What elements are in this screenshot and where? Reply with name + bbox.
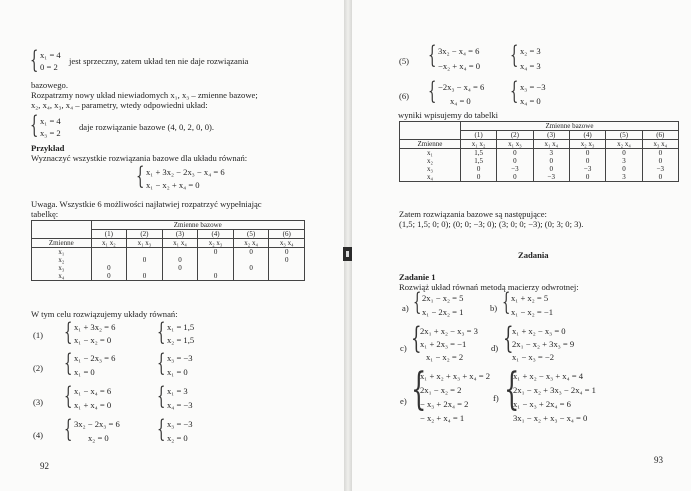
intro-text: jest sprzeczny, zatem układ ten nie daje rozwiązania: [69, 56, 249, 66]
example-heading: Przykład: [31, 143, 65, 153]
table-col-pair: x₁ x₂: [91, 239, 127, 248]
brace: {: [64, 415, 73, 443]
table-row: x₄ 0 0 0: [32, 272, 305, 281]
system-eq: x₂ = 0: [88, 433, 109, 443]
task-eq: 2x₁ − x₂ = 5: [422, 293, 464, 303]
system-sol: x₄ = −3: [167, 400, 193, 410]
task-label: e): [400, 396, 407, 406]
task-label: d): [491, 343, 499, 353]
brace: {: [428, 41, 437, 69]
table-col-pair: x₂ x₃: [569, 140, 605, 149]
system-label: (3): [33, 397, 44, 407]
table-col-pair: x₂ x₄: [606, 140, 642, 149]
table-col-pair: x₁ x₄: [162, 239, 198, 248]
table-col-number: (1): [91, 230, 127, 239]
system-sol: x₃ = −3: [520, 82, 546, 92]
task-eq: 2x₁ + x₂ − x₃ = 3: [420, 326, 478, 336]
brace: {: [64, 349, 73, 377]
note-line: tabelkę:: [31, 209, 59, 219]
system-sol: x₄ = 0: [520, 96, 541, 106]
solutions-text: (1,5; 1,5; 0; 0); (0; 0; −3; 0); (3; 0; 0; −3); (0; 3; 0; 3).: [399, 219, 584, 229]
task-eq: x₁ − x₂ = −1: [511, 307, 554, 317]
system-sol: x₃ = −3: [167, 353, 193, 363]
task-text: Rozwiąż układ równań metodą macierzy odwrotnej:: [399, 282, 579, 292]
system-eq: x₁ + x₄ = 0: [74, 400, 112, 410]
system-sol: x₄ = 3: [520, 61, 541, 71]
task-heading: Zadanie 1: [399, 272, 436, 282]
solve-line: W tym celu rozwiązujemy układy równań:: [31, 309, 178, 319]
table-col-number: (3): [533, 131, 569, 140]
system-sol: x₁ = 3: [167, 386, 188, 396]
brace: {: [504, 364, 520, 415]
table-col-number: (6): [642, 131, 678, 140]
brace: {: [136, 162, 145, 190]
left-page: [0, 0, 344, 491]
task-eq: x₁ + x₂ = 5: [511, 293, 549, 303]
book-gutter: [344, 0, 352, 491]
table-row: x₄ 0 0 −3 0 3 0: [400, 173, 679, 182]
task-eq: x₁ − x₃ = −2: [512, 352, 555, 362]
task-eq: x₁ − x₂ = 2: [426, 352, 464, 362]
right-page: [352, 0, 691, 491]
system-label: (4): [33, 430, 44, 440]
brace: {: [64, 318, 73, 346]
table-col-number: (4): [569, 131, 605, 140]
table-col-number: (2): [127, 230, 163, 239]
table-col-number: (2): [497, 131, 533, 140]
brace: {: [157, 382, 166, 410]
task-eq: x₁ − 2x₂ = 1: [422, 307, 464, 317]
table-col-number: (1): [460, 131, 496, 140]
task-eq: − x₃ + 2x₄ = 2: [420, 399, 469, 409]
note-line: Uwaga. Wszystkie 6 możliwości najłatwiej rozpatrzyć wypełniając: [31, 199, 262, 209]
page-marker-icon: [343, 247, 352, 261]
sys2-text: daje rozwiązanie bazowe (4, 0, 2, 0, 0).: [79, 122, 215, 132]
text-line: bazowego.: [31, 80, 68, 90]
brace: {: [30, 46, 39, 74]
system-sol: x₃ = −3: [167, 419, 193, 429]
table-col-number: (6): [269, 230, 305, 239]
task-eq: 3x₁ − x₂ + x₃ − x₄ = 0: [513, 413, 588, 423]
zatem-text: Zatem rozwiązania bazowe są następujące:: [399, 209, 547, 219]
system-eq: x₁ = 0: [74, 367, 95, 377]
brace: {: [510, 41, 519, 69]
table-col-pair: x₁ x₃: [497, 140, 533, 149]
system-eq: 3x₂ − x₄ = 6: [438, 46, 480, 56]
task-eq: x₁ + x₂ + x₃ + x₄ = 2: [420, 371, 491, 381]
system-sol: x₁ = 1,5: [167, 322, 195, 332]
brace: {: [157, 415, 166, 443]
task-eq: 2x₁ − x₂ + 3x₃ = 9: [512, 339, 575, 349]
table-group-header: Zmienne bazowe: [91, 221, 304, 230]
table-col-pair: x₃ x₄: [269, 239, 305, 248]
text-line: Rozpatrzmy nowy układ niewiadomych x₁, x₃ – zmienne bazowe;: [31, 90, 258, 100]
brace: {: [157, 318, 166, 346]
intro-eq-1: x₁ = 4: [40, 50, 61, 60]
sys2-eq-2: x₃ = 2: [40, 128, 61, 138]
brace: {: [413, 288, 422, 316]
table-col-number: (5): [606, 131, 642, 140]
table-row: x₃ 0 −3 0 −3 0 −3: [400, 165, 679, 173]
example-eq-1: x₁ + 3x₂ − 2x₃ − x₄ = 6: [146, 167, 225, 177]
brace: {: [428, 77, 437, 105]
brace: {: [411, 364, 427, 415]
system-eq: x₁ + 3x₂ = 6: [74, 322, 116, 332]
task-label: f): [493, 393, 499, 403]
table-col-number: (5): [233, 230, 269, 239]
task-label: a): [402, 303, 409, 313]
system-eq: x₄ = 0: [450, 96, 471, 106]
table-row: x₃ 0 0 0: [32, 264, 305, 272]
example-text: Wyznaczyć wszystkie rozwiązania bazowe dla układu równań:: [31, 153, 248, 163]
system-label: (1): [33, 330, 44, 340]
system-label: (2): [33, 363, 44, 373]
task-eq: x₁ + x₂ − x₃ = 0: [512, 326, 566, 336]
table-col-pair: x₁ x₂: [460, 140, 496, 149]
table-group-header: Zmienne bazowe: [460, 122, 678, 131]
system-eq: −2x₃ − x₄ = 6: [438, 82, 485, 92]
table-col-pair: x₂ x₃: [198, 239, 234, 248]
brace: {: [503, 321, 514, 356]
brace: {: [502, 288, 511, 316]
system-eq: x₁ − 2x₃ = 6: [74, 353, 116, 363]
task-eq: x₁ − x₃ + 2x₄ = 6: [513, 399, 571, 409]
basis-table-empty: [31, 220, 305, 281]
system-eq: x₁ − x₂ = 0: [74, 335, 112, 345]
table-row: x₂ 1,5 0 0 0 3 0: [400, 157, 679, 165]
table-col-number: (3): [162, 230, 198, 239]
system-sol: x₂ = 3: [520, 46, 541, 56]
system-eq: 3x₂ − 2x₃ = 6: [74, 419, 120, 429]
table-col-pair: x₁ x₄: [533, 140, 569, 149]
table-row: x₁ 0 0 0: [32, 248, 305, 257]
task-eq: x₁ + x₂ − x₃ + x₄ = 4: [513, 371, 584, 381]
example-eq-2: x₁ − x₂ + x₄ = 0: [146, 180, 200, 190]
table-col-number: (4): [198, 230, 234, 239]
table-row-header: Zmienne: [400, 140, 461, 149]
brace: {: [510, 77, 519, 105]
table-row: x₂ 0 0 0: [32, 256, 305, 264]
text-line: x₂, x₄, x₃, x₄ – parametry, wtedy odpowiedni układ:: [31, 100, 208, 110]
system-label: (6): [399, 91, 410, 101]
table-col-pair: x₂ x₄: [233, 239, 269, 248]
table-row-header: Zmienne: [32, 239, 92, 248]
system-sol: x₁ = 0: [167, 367, 188, 377]
task-eq: 2x₁ − x₂ = 2: [420, 385, 462, 395]
task-label: b): [490, 303, 498, 313]
system-eq: −x₂ + x₄ = 0: [438, 61, 481, 71]
intro-eq-2: 0 = 2: [40, 62, 58, 72]
task-eq: 2x₁ − x₂ + 3x₃ − 2x₄ = 1: [513, 385, 596, 395]
page-number: 93: [654, 455, 663, 465]
page-number: 92: [40, 461, 49, 471]
task-eq: x₁ + 2x₃ = −1: [420, 339, 467, 349]
sys2-eq-1: x₁ = 4: [40, 116, 61, 126]
table-col-pair: x₁ x₃: [127, 239, 163, 248]
brace: {: [157, 349, 166, 377]
system-sol: x₂ = 1,5: [167, 335, 195, 345]
brace: {: [64, 382, 73, 410]
wyniki-text: wyniki wpisujemy do tabelki: [398, 110, 499, 120]
system-sol: x₂ = 0: [167, 433, 188, 443]
system-label: (5): [399, 56, 410, 66]
system-eq: x₁ − x₄ = 6: [74, 386, 112, 396]
brace: {: [411, 321, 422, 356]
table-row: x₁ 1,5 0 3 0 0 0: [400, 149, 679, 158]
section-heading: Zadania: [518, 250, 549, 260]
task-label: c): [400, 343, 407, 353]
table-col-pair: x₃ x₄: [642, 140, 678, 149]
basis-table-filled: [399, 121, 679, 182]
task-eq: − x₂ + x₄ = 1: [420, 413, 465, 423]
brace: {: [30, 111, 39, 139]
